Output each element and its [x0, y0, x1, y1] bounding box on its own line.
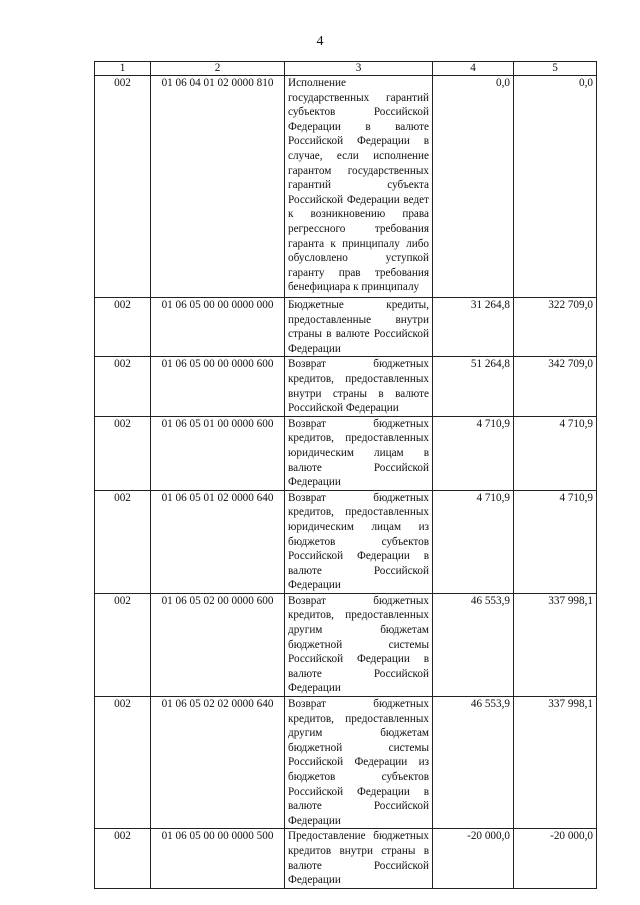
header-col-5: 5	[514, 62, 597, 76]
amount-col-5: 337 998,1	[514, 697, 597, 829]
item-name: Возврат бюджетных кредитов, предоставленных юридическим лицам из бюджетов субъектов Российской Федерации в валюте Российской Федерации	[285, 490, 433, 593]
table-row	[95, 76, 597, 298]
amount-col-4: 0,0	[433, 76, 514, 298]
budget-code: 01 06 05 02 02 0000 640	[151, 697, 285, 829]
item-name: Возврат бюджетных кредитов, предоставленных юридическим лицам в валюте Российской Федерации	[285, 416, 433, 490]
admin-code: 002	[95, 298, 151, 357]
item-name: Бюджетные кредиты, предоставленные внутри страны в валюте Российской Федерации	[285, 298, 433, 357]
page-number: 4	[316, 34, 324, 49]
amount-col-5: 0,0	[514, 76, 597, 298]
admin-code: 002	[95, 416, 151, 490]
budget-code: 01 06 05 01 00 0000 600	[151, 416, 285, 490]
admin-code: 002	[95, 593, 151, 696]
amount-col-5: 4 710,9	[514, 416, 597, 490]
table-row	[95, 416, 597, 490]
budget-code: 01 06 05 02 00 0000 600	[151, 593, 285, 696]
table-row	[95, 490, 597, 593]
data-table	[94, 61, 597, 889]
admin-code: 002	[95, 357, 151, 416]
budget-code: 01 06 05 00 00 0000 600	[151, 357, 285, 416]
budget-code: 01 06 05 01 02 0000 640	[151, 490, 285, 593]
item-name: Исполнение государственных гарантий субъектов Российской Федерации в валюте Российской Федерации в случае, если исполнение гарантом государственных гарантий субъекта Российской Федерации ведет к возникновению права регрессного требования гаранта к принципалу либо обусловлено уступкой гаранту прав требования бенефициара к принципалу	[285, 76, 433, 298]
item-name: Предоставление бюджетных кредитов внутри страны в валюте Российской Федерации	[285, 829, 433, 888]
budget-code: 01 06 04 01 02 0000 810	[151, 76, 285, 298]
amount-col-4: 46 553,9	[433, 593, 514, 696]
amount-col-4: 51 264,8	[433, 357, 514, 416]
admin-code: 002	[95, 829, 151, 888]
budget-code: 01 06 05 00 00 0000 500	[151, 829, 285, 888]
amount-col-5: -20 000,0	[514, 829, 597, 888]
header-col-3: 3	[285, 62, 433, 76]
amount-col-4: 46 553,9	[433, 697, 514, 829]
amount-col-4: -20 000,0	[433, 829, 514, 888]
item-name: Возврат бюджетных кредитов, предоставленных внутри страны в валюте Российской Федерации	[285, 357, 433, 416]
amount-col-4: 4 710,9	[433, 490, 514, 593]
amount-col-4: 31 264,8	[433, 298, 514, 357]
amount-col-4: 4 710,9	[433, 416, 514, 490]
table-row	[95, 357, 597, 416]
item-name: Возврат бюджетных кредитов, предоставленных другим бюджетам бюджетной системы Российской Федерации в валюте Российской Федерации	[285, 593, 433, 696]
item-name: Возврат бюджетных кредитов, предоставленных другим бюджетам бюджетной системы Российской Федерации из бюджетов субъектов Российской Федерации в валюте Российской Федерации	[285, 697, 433, 829]
header-row	[95, 62, 597, 76]
amount-col-5: 322 709,0	[514, 298, 597, 357]
admin-code: 002	[95, 697, 151, 829]
header-col-2: 2	[151, 62, 285, 76]
amount-col-5: 337 998,1	[514, 593, 597, 696]
amount-col-5: 4 710,9	[514, 490, 597, 593]
admin-code: 002	[95, 490, 151, 593]
table-row	[95, 298, 597, 357]
amount-col-5: 342 709,0	[514, 357, 597, 416]
header-col-4: 4	[433, 62, 514, 76]
budget-code: 01 06 05 00 00 0000 000	[151, 298, 285, 357]
table-row	[95, 697, 597, 829]
header-col-1: 1	[95, 62, 151, 76]
table-row	[95, 829, 597, 888]
admin-code: 002	[95, 76, 151, 298]
table-row	[95, 593, 597, 696]
